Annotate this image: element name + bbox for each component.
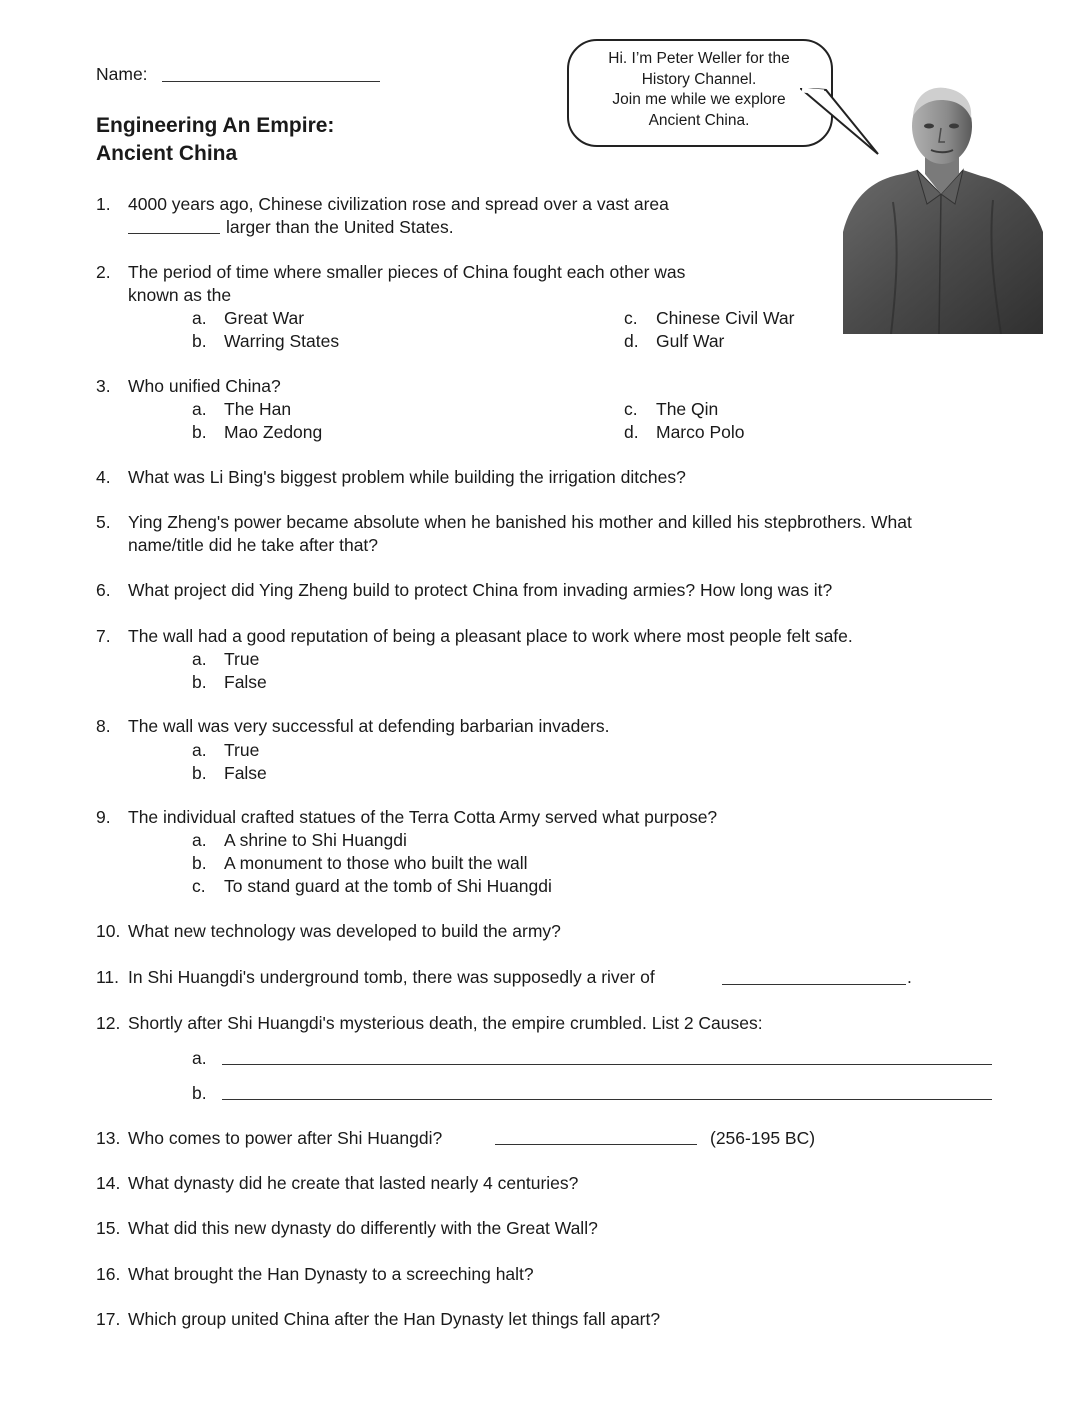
question-10 [96,920,1026,943]
question-number: 16. [96,1264,121,1284]
question-text: Who comes to power after Shi Huangdi? [128,1128,443,1148]
page-title [96,112,334,168]
option-letter: a. [192,308,207,328]
option-text: False [224,763,267,783]
question-number: 11. [96,967,120,987]
speech-bubble-text [570,49,828,131]
option-a[interactable] [192,739,259,762]
question-number: 14. [96,1173,121,1193]
question-text: Ying Zheng's power became absolute when he banished his mother and killed his stepbrothers. What [128,512,912,532]
option-b[interactable] [192,762,267,785]
option-letter: b. [192,853,207,873]
date-range: (256-195 BC) [710,1128,816,1148]
option-d[interactable] [624,421,745,444]
option-b[interactable] [192,671,267,694]
question-number: 15. [96,1218,121,1238]
option-letter: b. [192,1083,207,1103]
answer-blank[interactable] [495,1144,697,1145]
option-c[interactable] [624,398,718,421]
title-line-1: Engineering An Empire: [96,114,335,137]
option-a[interactable] [192,398,291,421]
question-number: 1. [96,194,111,214]
question-number: 3. [96,376,111,396]
option-letter: b. [192,763,207,783]
question-text: Shortly after Shi Huangdi's mysterious death, the empire crumbled. List 2 Causes: [128,1013,763,1033]
question-number: 8. [96,716,111,736]
question-number: 17. [96,1309,121,1329]
option-letter: b. [192,422,207,442]
option-letter: a. [192,649,207,669]
question-number: 5. [96,512,111,532]
option-text: Warring States [224,331,340,351]
option-text: Mao Zedong [224,422,323,442]
question-number: 4. [96,467,111,487]
bubble-line-1: Hi. I’m Peter Weller for the [608,50,790,67]
title-line-2: Ancient China [96,142,238,165]
question-1 [96,193,1026,239]
option-letter: a. [192,830,207,850]
option-text: Gulf War [656,331,725,351]
option-text: A shrine to Shi Huangdi [224,830,407,850]
option-text: The Han [224,399,292,419]
name-label-text: Name: [96,64,148,84]
question-2 [96,261,1026,307]
question-6 [96,579,1026,602]
question-14 [96,1172,1026,1195]
answer-blank[interactable] [128,233,220,234]
cause-a [192,1047,224,1070]
option-text: Marco Polo [656,422,745,442]
cause-b [192,1082,224,1105]
question-end-punctuation: . [907,967,912,987]
option-letter: b. [192,672,207,692]
question-4 [96,466,1026,489]
option-letter: d. [624,422,639,442]
option-letter: c. [192,876,206,896]
bubble-line-2: History Channel. [641,70,757,88]
option-text: False [224,672,267,692]
option-c[interactable] [192,875,552,898]
question-8 [96,715,1026,738]
question-13 [96,1127,1026,1150]
name-label [96,63,148,86]
cause-b-field[interactable] [222,1099,992,1100]
question-text: What new technology was developed to build the army? [128,921,561,941]
question-text: In Shi Huangdi's underground tomb, there was supposedly a river of [128,967,655,987]
question-number: 10. [96,921,121,941]
option-letter: a. [192,740,207,760]
question-number: 7. [96,626,111,646]
question-text: The period of time where smaller pieces of China fought each other was [128,262,686,282]
question-text: What project did Ying Zheng build to protect China from invading armies? How long was it? [128,580,833,600]
option-text: The Qin [656,399,719,419]
question-text-line-2: name/title did he take after that? [128,535,379,555]
option-text: True [224,649,260,669]
option-a[interactable] [192,307,304,330]
question-3 [96,375,1026,398]
question-9 [96,806,1026,829]
name-field[interactable] [162,81,380,82]
question-text: What brought the Han Dynasty to a screeching halt? [128,1264,534,1284]
cause-a-field[interactable] [222,1064,992,1065]
option-letter: c. [624,399,638,419]
question-text: What did this new dynasty do differently with the Great Wall? [128,1218,598,1238]
question-5 [96,511,1026,557]
option-letter: c. [624,308,638,328]
question-number: 12. [96,1013,121,1033]
option-text: Chinese Civil War [656,308,795,328]
question-17 [96,1308,1026,1331]
question-number: 6. [96,580,111,600]
option-a[interactable] [192,829,407,852]
question-text: The wall had a good reputation of being a pleasant place to work where most people felt safe. [128,626,853,646]
option-text: Great War [224,308,305,328]
option-b[interactable] [192,330,339,353]
question-12 [96,1012,1026,1035]
option-letter: a. [192,1048,207,1068]
option-text: True [224,740,260,760]
question-text: Who unified China? [128,376,281,396]
question-number: 9. [96,807,111,827]
question-text: What was Li Bing's biggest problem while building the irrigation ditches? [128,467,686,487]
question-16 [96,1263,1026,1286]
option-letter: a. [192,399,207,419]
option-b[interactable] [192,421,322,444]
option-text: A monument to those who built the wall [224,853,528,873]
bubble-line-4: Ancient China. [648,111,750,129]
bubble-line-3: Join me while we explore [612,91,786,108]
option-letter: b. [192,331,207,351]
option-c[interactable] [624,307,794,330]
question-number: 2. [96,262,111,282]
option-b[interactable] [192,852,528,875]
option-a[interactable] [192,648,259,671]
question-text: What dynasty did he create that lasted nearly 4 centuries? [128,1173,579,1193]
option-letter: d. [624,331,639,351]
option-d[interactable] [624,330,724,353]
question-text: 4000 years ago, Chinese civilization rose and spread over a vast area [128,194,669,214]
question-7 [96,625,1026,648]
question-text-line-2: known as the [128,285,232,305]
question-text-line-2: larger than the United States. [226,217,454,237]
answer-blank[interactable] [722,984,906,985]
question-text: The wall was very successful at defending barbarian invaders. [128,716,610,736]
question-15 [96,1217,1026,1240]
question-number: 13. [96,1128,121,1148]
question-text: The individual crafted statues of the Terra Cotta Army served what purpose? [128,807,718,827]
question-11 [96,966,1026,989]
option-text: To stand guard at the tomb of Shi Huangdi [224,876,552,896]
question-text: Which group united China after the Han Dynasty let things fall apart? [128,1309,661,1329]
